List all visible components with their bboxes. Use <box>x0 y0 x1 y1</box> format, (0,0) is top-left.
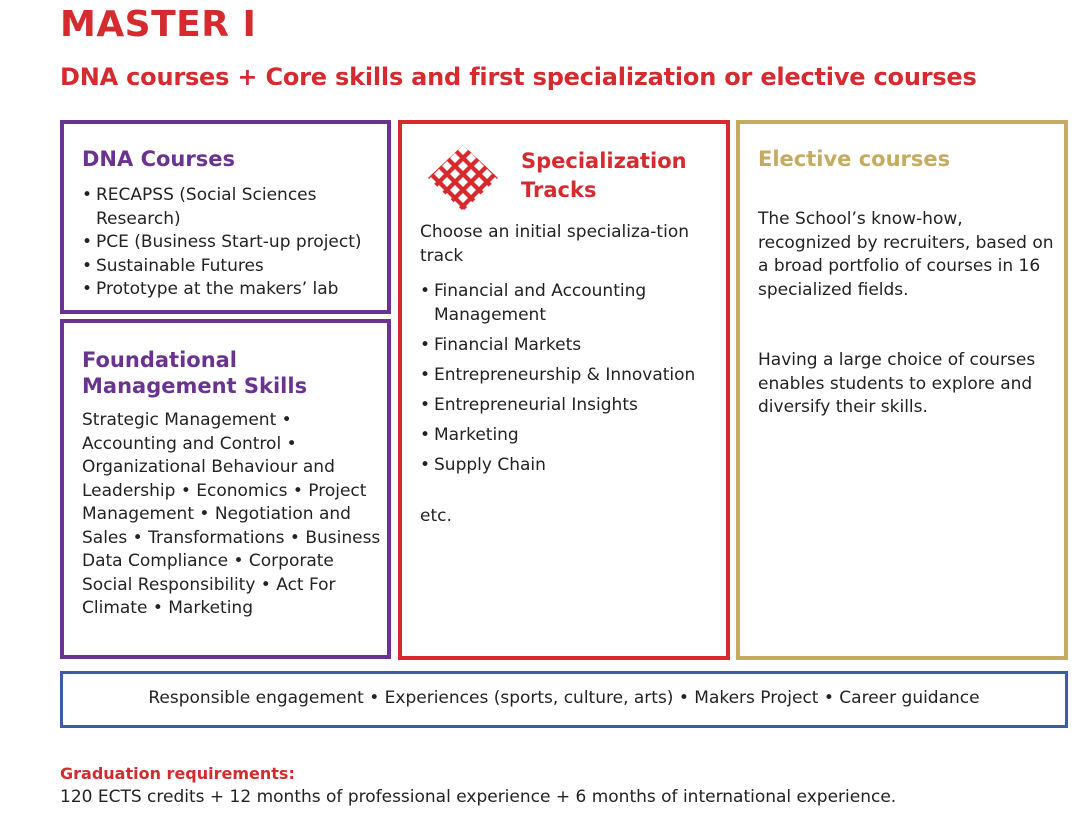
list-item: • PCE (Business Start-up project) <box>82 231 387 255</box>
elective-courses-title: Elective courses <box>758 147 951 171</box>
graduation-text: 120 ECTS credits + 12 months of professional experience + 6 months of international experience. <box>60 787 897 807</box>
foundational-skills-text: Strategic Management • Accounting and Control • Organizational Behaviour and Leadership • Economics • Project Management • Negotiation and Sales • Transformations • Business Data Compliance • Corporate Social Responsibility • Act For Climate • Marketing <box>82 410 381 618</box>
dna-courses-box <box>60 120 391 314</box>
graduation-label: Graduation requirements: <box>60 764 295 783</box>
lattice-logo-icon <box>426 143 500 213</box>
foundational-skills-box <box>60 319 391 659</box>
specialization-intro: Choose an initial specializa-tion track <box>420 222 689 266</box>
dna-courses-list <box>82 184 387 302</box>
elective-paragraph-2: Having a large choice of courses enables students to explore and diversify their skills. <box>758 350 1036 417</box>
elective-courses-box <box>736 120 1068 660</box>
dna-courses-title: DNA Courses <box>82 147 235 171</box>
elective-paragraph-1: The School’s know-how, recognized by recruiters, based on a broad portfolio of courses in 16 specialized fields. <box>758 209 1054 300</box>
page-subtitle: DNA courses + Core skills and first specialization or elective courses <box>60 63 977 91</box>
list-item: • Sustainable Futures <box>82 255 387 279</box>
specialization-list <box>420 280 720 484</box>
specialization-etc: etc. <box>420 506 452 526</box>
page-title: MASTER I <box>60 4 257 45</box>
list-item: • Entrepreneurial Insights <box>420 394 720 418</box>
engagement-bar <box>60 671 1068 728</box>
list-item: • Prototype at the makers’ lab <box>82 278 387 302</box>
foundational-skills-title: Foundational Management Skills <box>82 348 308 398</box>
specialization-title: Specialization Tracks <box>521 149 687 202</box>
list-item: • Supply Chain <box>420 454 720 478</box>
specialization-box <box>398 120 730 660</box>
engagement-text: Responsible engagement • Experiences (sports, culture, arts) • Makers Project • Career guidance <box>148 688 980 708</box>
list-item: • Entrepreneurship & Innovation <box>420 364 720 388</box>
list-item: • RECAPSS (Social Sciences Research) <box>82 184 387 231</box>
list-item: • Marketing <box>420 424 720 448</box>
list-item: • Financial and Accounting Management <box>420 280 720 327</box>
list-item: • Financial Markets <box>420 334 720 358</box>
